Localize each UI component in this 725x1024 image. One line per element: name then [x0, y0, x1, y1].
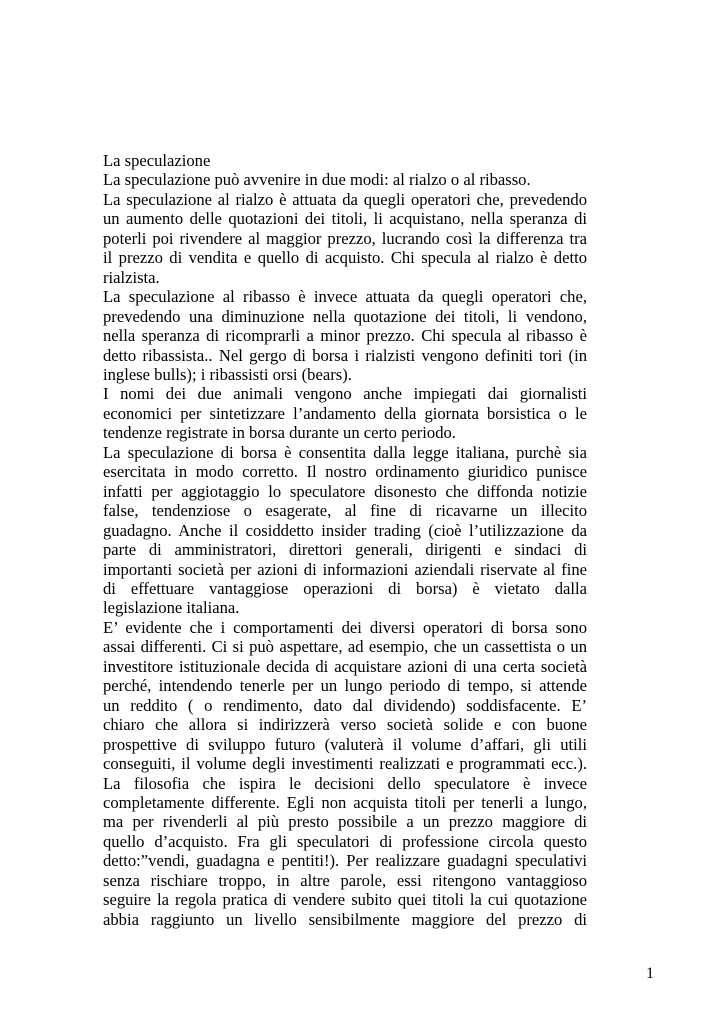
text-line: La speculazione può avvenire in due modi: al rialzo o al ribasso. — [103, 170, 531, 190]
text-line: ma per rivenderli al più presto possibile a un prezzo maggiore di — [103, 812, 587, 832]
text-line: La filosofia che ispira le decisioni dello speculatore è invece — [103, 773, 587, 793]
text-line: investitore istituzionale decida di acquistare azioni di una certa società — [103, 656, 587, 676]
text-line: importanti società per azioni di informazioni aziendali riservate al fine — [103, 559, 587, 579]
page-number: 1 — [646, 965, 654, 982]
text-line: inglese bulls); i ribassisti orsi (bears). — [103, 364, 352, 384]
text-line: E’ evidente che i comportamenti dei diversi operatori di borsa sono — [103, 617, 587, 637]
text-line: infatti per aggiotaggio lo speculatore disonesto che diffonda notizie — [103, 481, 587, 501]
text-line: detto:”vendi, guadagna e pentiti!). Per realizzare guadagni speculativi — [103, 851, 587, 871]
text-line: La speculazione al rialzo è attuata da quegli operatori che, prevedendo — [103, 189, 587, 209]
text-line: La speculazione al ribasso è invece attuata da quegli operatori che, — [103, 287, 587, 307]
text-line: rialzista. — [103, 267, 160, 287]
text-line: economici per sintetizzare l’andamento della giornata borsistica o le — [103, 403, 587, 423]
text-line: il prezzo di vendita e quello di acquisto. Chi specula al rialzo è detto — [103, 248, 587, 268]
text-line: assai differenti. Ci si può aspettare, ad esempio, che un cassettista o un — [103, 637, 587, 657]
text-line: prospettive di sviluppo futuro (valuterà il volume d’affari, gli utili — [103, 734, 587, 754]
text-line: La speculazione di borsa è consentita dalla legge italiana, purchè sia — [103, 442, 587, 462]
text-line: chiaro che allora si indirizzerà verso società solide e con buone — [103, 715, 587, 735]
text-line: un aumento delle quotazioni dei titoli, li acquistano, nella speranza di — [103, 209, 587, 229]
text-line: tendenze registrate in borsa durante un certo periodo. — [103, 423, 456, 443]
text-line: I nomi dei due animali vengono anche impiegati dai giornalisti — [103, 384, 587, 404]
text-line: detto ribassista.. Nel gergo di borsa i rialzisti vengono definiti tori (in — [103, 345, 587, 365]
text-line: guadagno. Anche il cosiddetto insider trading (cioè l’utilizzazione da — [103, 520, 587, 540]
text-line: poterli poi rivendere al maggior prezzo, lucrando così la differenza tra — [103, 228, 587, 248]
text-line: esercitata in modo corretto. Il nostro ordinamento giuridico punisce — [103, 462, 587, 482]
text-line: un reddito ( o rendimento, dato dal dividendo) soddisfacente. E’ — [103, 695, 587, 715]
document-body — [103, 151, 587, 929]
text-line: parte di amministratori, direttori generali, dirigenti e sindaci di — [103, 540, 587, 560]
text-line: conseguiti, il volume degli investimenti realizzati e programmati ecc.). — [103, 754, 587, 774]
text-line: senza rischiare troppo, in altre parole, essi ritengono vantaggioso — [103, 870, 587, 890]
text-line: false, tendenziose o esagerate, al fine di ricavarne un illecito — [103, 501, 587, 521]
text-line: prevedendo una diminuzione nella quotazione dei titoli, li vendono, — [103, 306, 587, 326]
document-title: La speculazione — [103, 151, 211, 170]
text-line: seguire la regola pratica di vendere subito quei titoli la cui quotazione — [103, 890, 587, 910]
text-line: quello d’acquisto. Fra gli speculatori di professione circola questo — [103, 831, 587, 851]
text-line: legislazione italiana. — [103, 598, 240, 618]
text-line: completamente differente. Egli non acquista titoli per tenerli a lungo, — [103, 792, 587, 812]
text-line: perché, intendendo tenerle per un lungo periodo di tempo, si attende — [103, 676, 587, 696]
text-line: abbia raggiunto un livello sensibilmente maggiore del prezzo di — [103, 909, 587, 929]
text-line: nella speranza di ricomprarli a minor prezzo. Chi specula al ribasso è — [103, 326, 587, 346]
text-line: di effettuare vantaggiose operazioni di borsa) è vietato dalla — [103, 578, 587, 598]
